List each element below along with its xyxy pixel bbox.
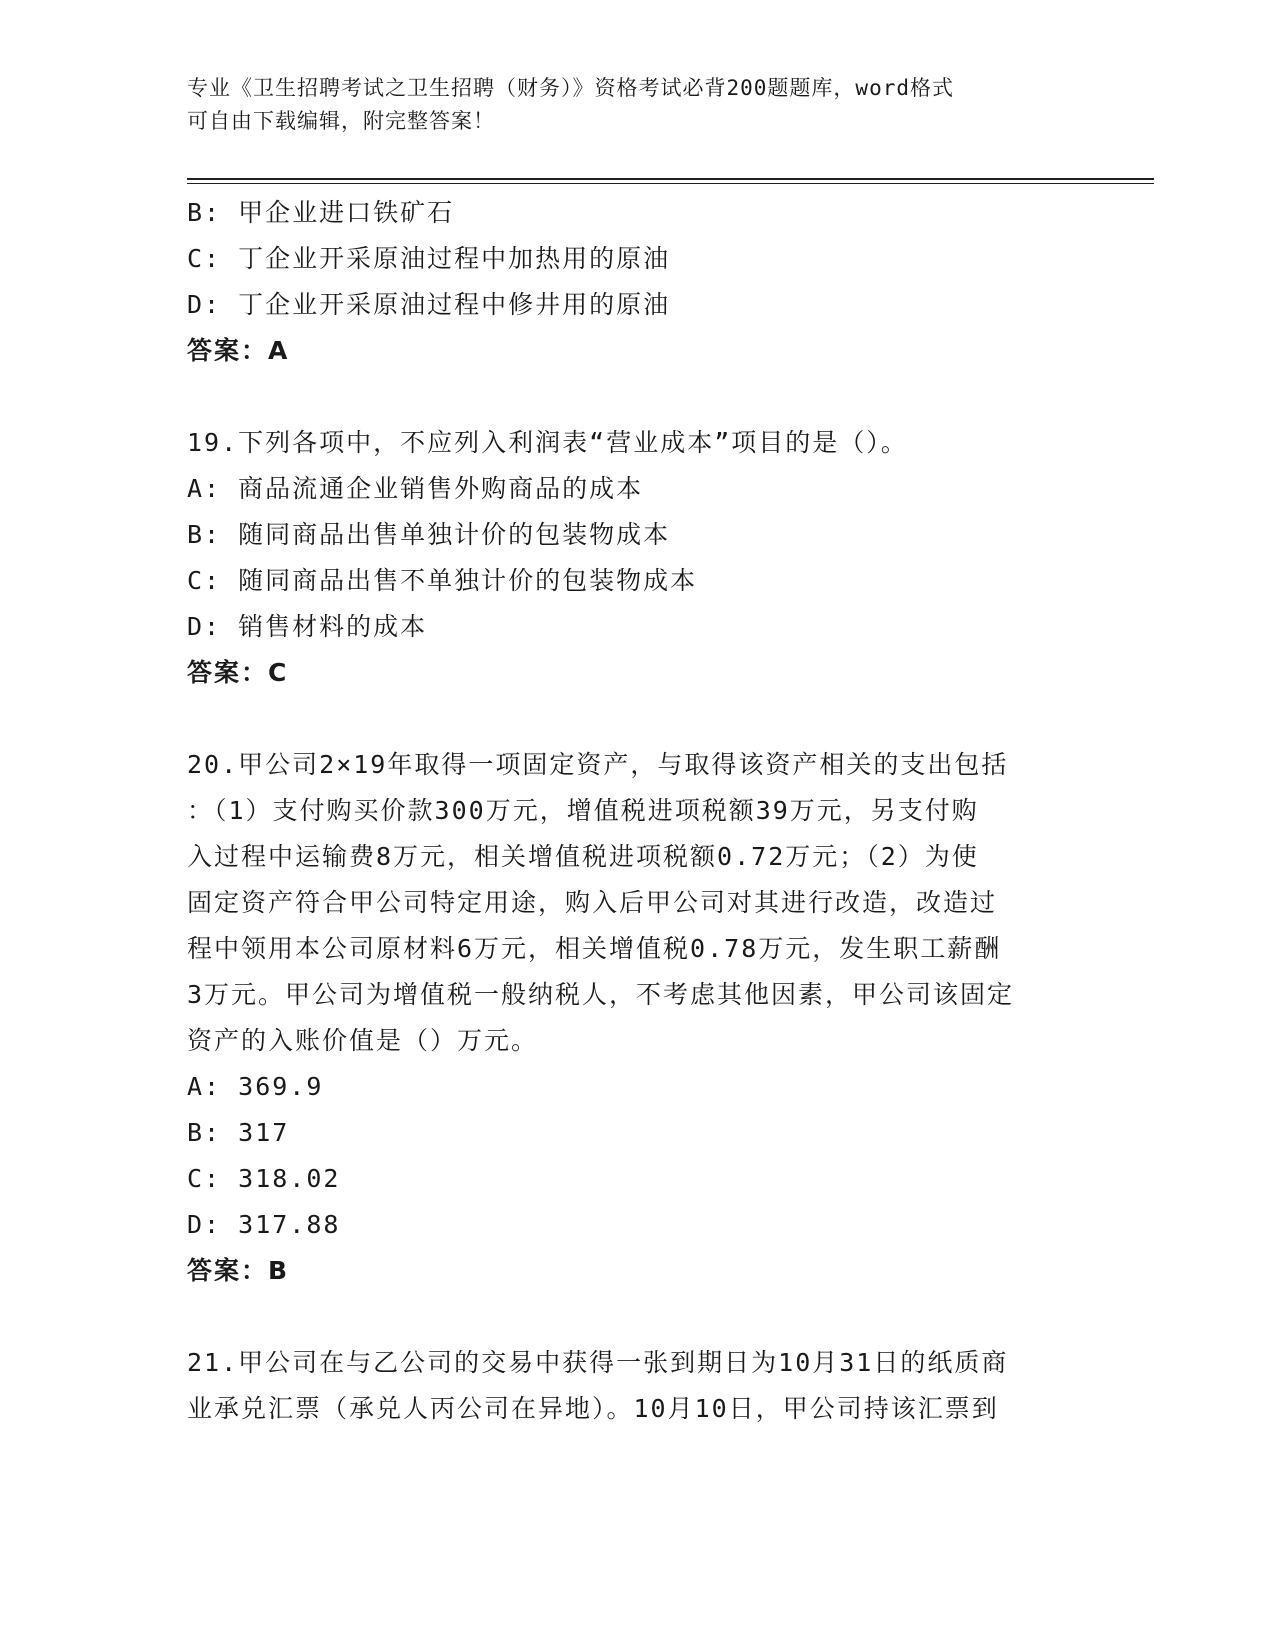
- header-line: 可自由下载编辑，附完整答案！: [187, 109, 495, 133]
- spacer: [187, 696, 1087, 742]
- option-d: D: 销售材料的成本: [187, 612, 428, 641]
- spacer: [187, 1294, 1087, 1340]
- option-c: C: 丁企业开采原油过程中加热用的原油: [187, 244, 671, 273]
- option-b: B: 317: [187, 1118, 290, 1147]
- option-a: A: 369.9: [187, 1072, 324, 1101]
- question-21: [187, 1340, 1087, 1432]
- spacer: [187, 374, 1087, 420]
- option-c: C: 318.02: [187, 1164, 341, 1193]
- question-stem-line: 3万元。甲公司为增值税一般纳税人，不考虑其他因素，甲公司该固定: [187, 980, 1015, 1009]
- option-b: B: 随同商品出售单独计价的包装物成本: [187, 520, 671, 549]
- question-stem-line: 21.甲公司在与乙公司的交易中获得一张到期日为10月31日的纸质商: [187, 1348, 1009, 1377]
- question-stem-line: ：（1）支付购买价款300万元，增值税进项税额39万元，另支付购: [187, 796, 979, 825]
- question-stem-line: 业承兑汇票（承兑人丙公司在异地）。10月10日，甲公司持该汇票到: [187, 1394, 999, 1423]
- question-19: [187, 420, 1087, 696]
- header-line: 专业《卫生招聘考试之卫生招聘（财务）》资格考试必背200题题库，word格式: [187, 76, 954, 100]
- question-stem-line: 20.甲公司2×19年取得一项固定资产，与取得该资产相关的支出包括: [187, 750, 1009, 779]
- question-20: [187, 742, 1087, 1294]
- option-d: D: 丁企业开采原油过程中修井用的原油: [187, 290, 671, 319]
- option-a: A: 商品流通企业销售外购商品的成本: [187, 474, 644, 503]
- page-header: [187, 72, 1067, 138]
- answer-line: 答案：B: [187, 1256, 290, 1285]
- header-rule: [187, 178, 1154, 184]
- answer-line: 答案：C: [187, 658, 289, 687]
- question-stem-line: 程中领用本公司原材料6万元，相关增值税0.78万元，发生职工薪酬: [187, 934, 1002, 963]
- option-b: B: 甲企业进口铁矿石: [187, 198, 455, 227]
- question-stem-line: 资产的入账价值是（）万元。: [187, 1026, 539, 1055]
- question-18-tail: [187, 190, 1087, 374]
- answer-line: 答案：A: [187, 336, 290, 365]
- question-stem: 19.下列各项中，不应列入利润表“营业成本”项目的是（）。: [187, 428, 908, 457]
- question-stem-line: 入过程中运输费8万元，相关增值税进项税额0.72万元；（2）为使: [187, 842, 979, 871]
- option-c: C: 随同商品出售不单独计价的包装物成本: [187, 566, 698, 595]
- question-stem-line: 固定资产符合甲公司特定用途，购入后甲公司对其进行改造，改造过: [187, 888, 998, 917]
- document-body: [187, 190, 1087, 1432]
- option-d: D: 317.88: [187, 1210, 341, 1239]
